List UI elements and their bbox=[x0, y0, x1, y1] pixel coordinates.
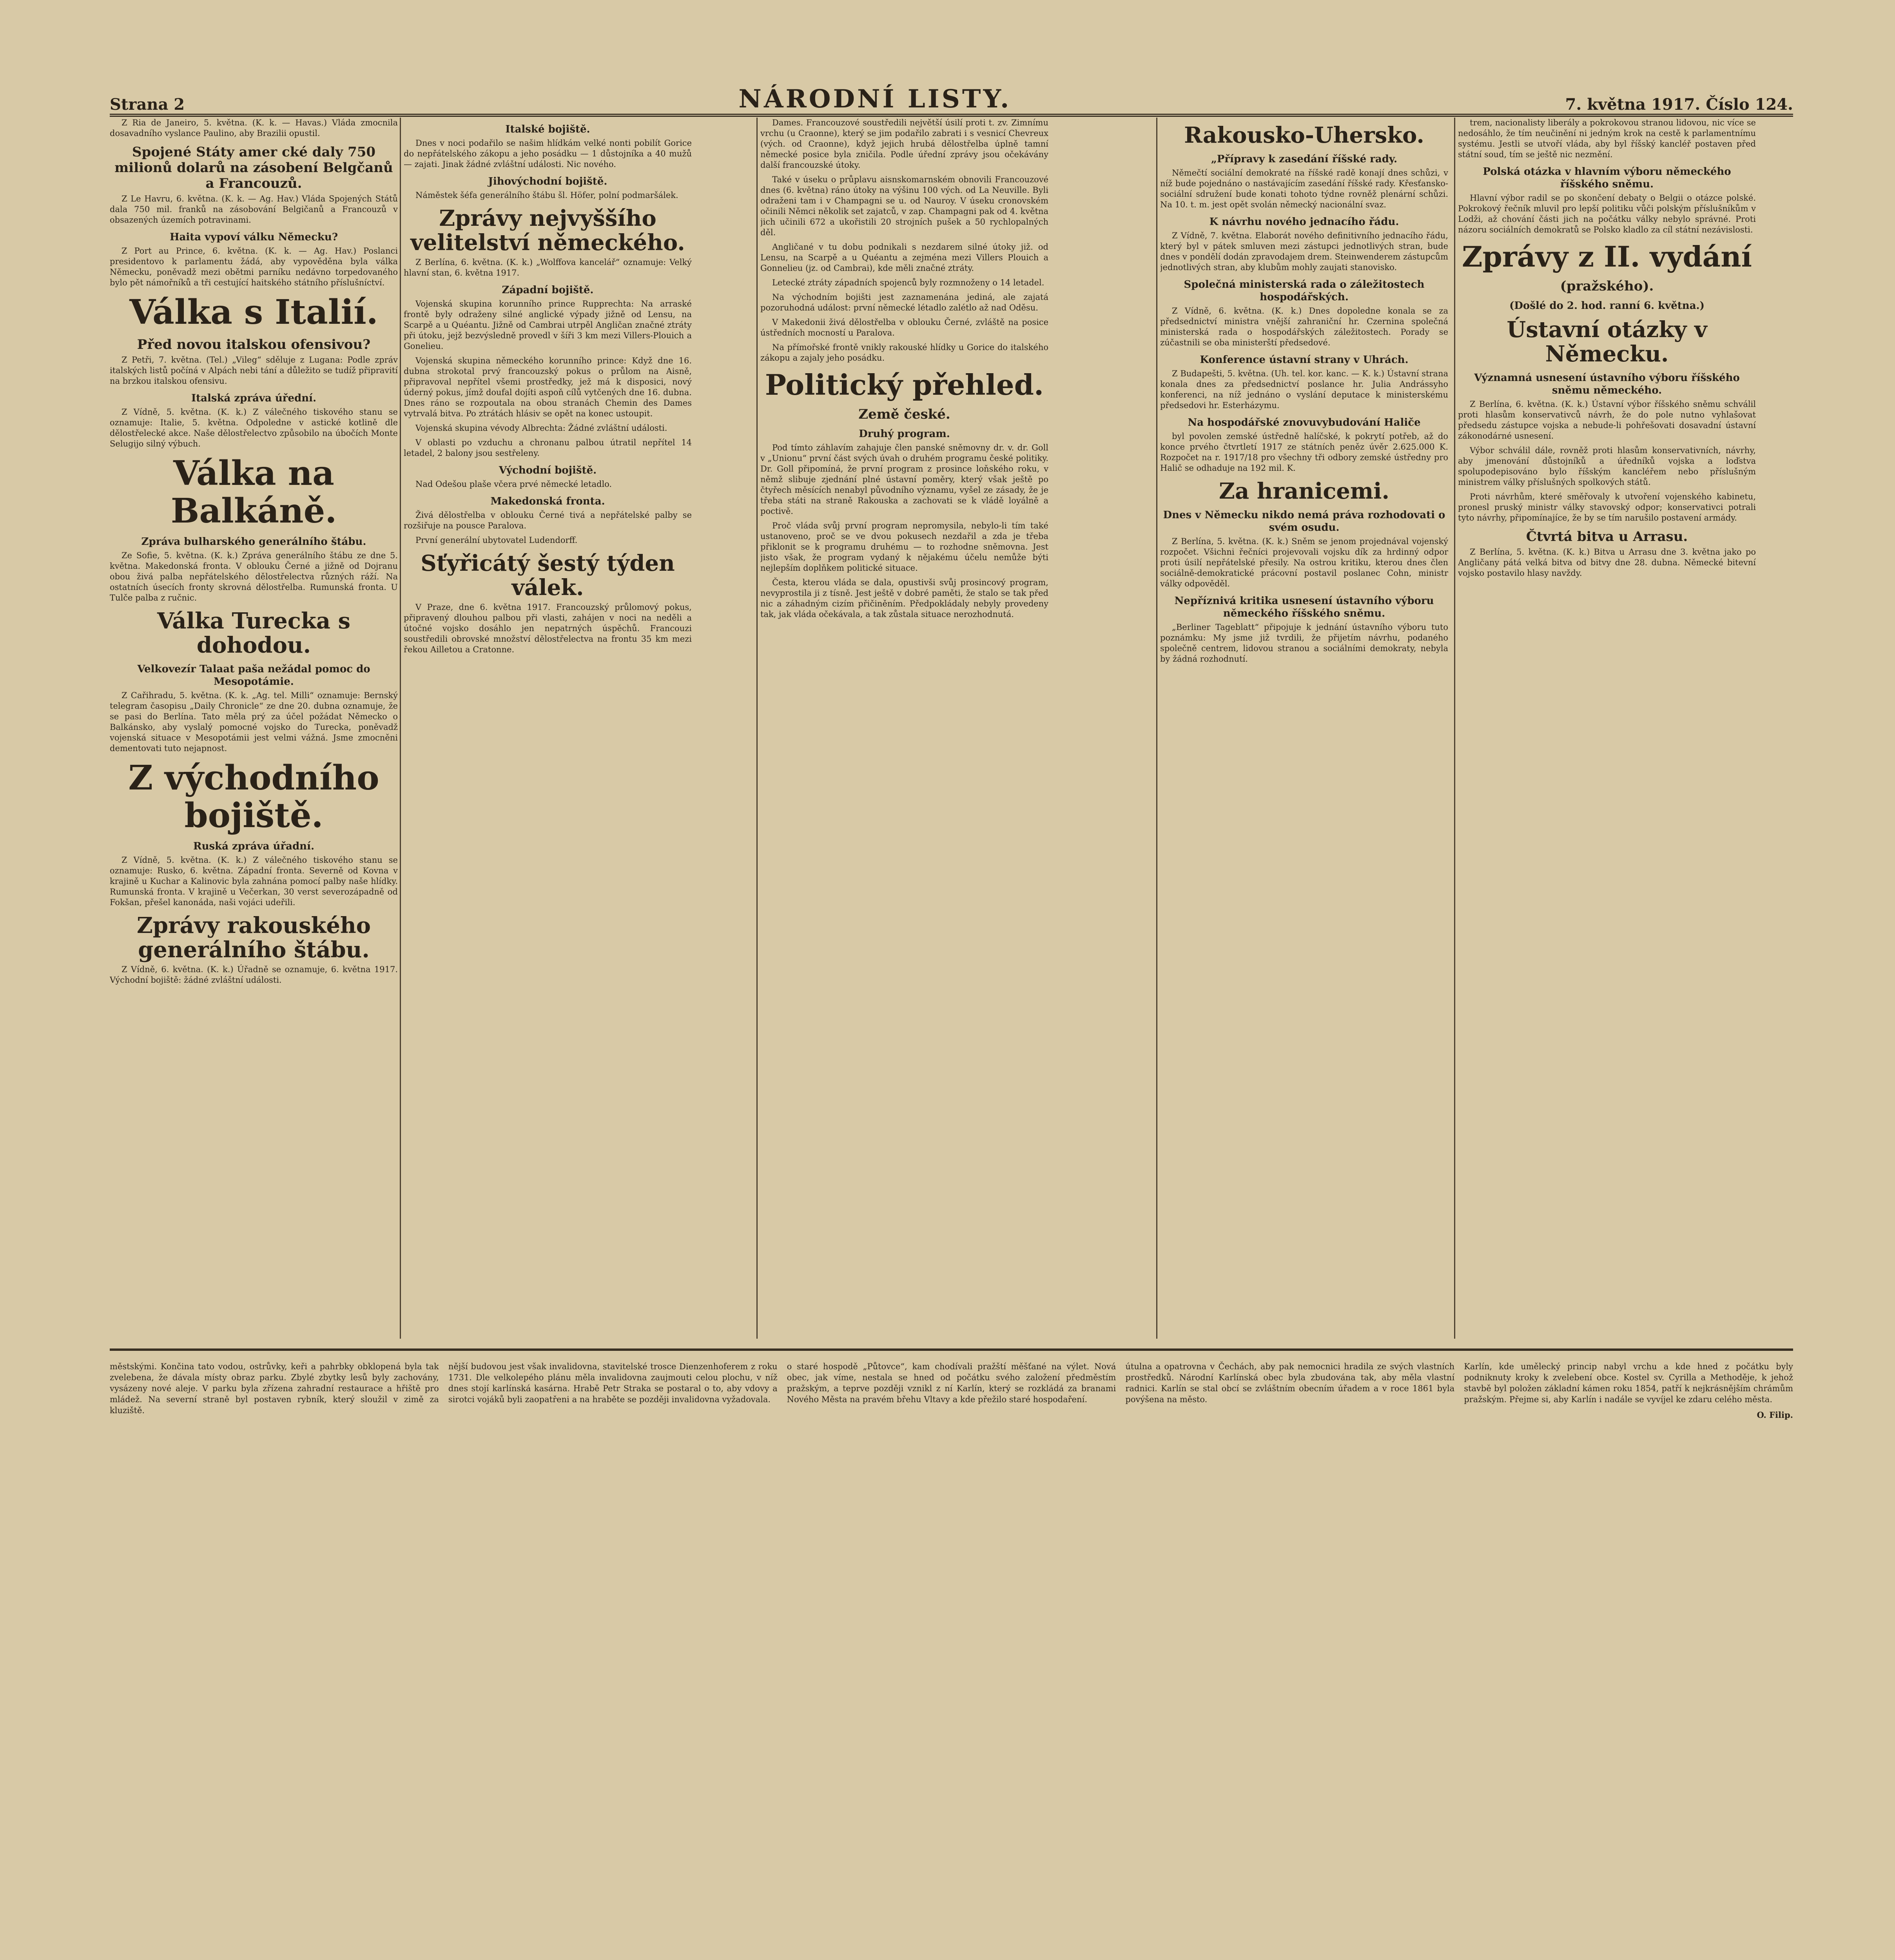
feuilleton bbox=[110, 1348, 1793, 1960]
article-text: Česta, kterou vláda se dala, opustivši svůj prosincový program, nevyprostila ji z tísně. Jest ještě v dobré paměti, že stalo se tak před nic a záhadným cizím přičiněním. Předpokládaly nebyly provedeny tak, jak vláda očekávala, a tak zůstala situace nerozhodnutá. bbox=[760, 578, 1048, 619]
article-text: Z Budapešti, 5. května. (Uh. tel. kor. kanc. — K. k.) Ústavní strana konala dnes za předsednictví poslance hr. Julia Andrássyho konferenci, na níž jednáno o vyslání deputace k ministerskému předsedovi hr. Esterházymu. bbox=[1160, 369, 1448, 410]
article-text: Vojenská skupina vévody Albrechta: Žádné zvláštní události. bbox=[415, 423, 667, 433]
article-text: Angličané v tu dobu podnikali s nezdarem silné útoky již. od Lensu, na Scarpě a u Quéantu a zejména mezi Villers Plouich a Gonnelieu (jz. od Cambrai), kde měli značné ztráty. bbox=[760, 242, 1048, 273]
headline: Haita vypoví válku Německu? bbox=[169, 231, 338, 243]
headline: Sťyřicátý šestý týden válek. bbox=[421, 550, 675, 601]
article-text: Z Vídně, 7. května. Elaborát nového definitivního jednacího řádu, který byl v pátek smluven mezi zástupci jednotlivých stran, bude dnes v pondělí dodán zpravodajem drem. Steinwenderem zástupcům jednotlivých stran, aby klubům mohly zaujati stanovisko. bbox=[1160, 231, 1448, 272]
signature-line: První generální ubytovatel Ludendorff. bbox=[415, 535, 578, 545]
subheadline: Dnes v Německu nikdo nemá práva rozhodovati o svém osudu. bbox=[1163, 509, 1445, 534]
article-text: Vojenská skupina korunního prince Rupprechta: Na arraské frontě byly odraženy silné anglické výpady jižně od Lensu, na Scarpě a u Quéantu. Jižně od Cambrai utrpěl Angličan značné ztráty při útoku, jejž bezvýsledně provedl v šíři 3 km mezi Villers-Plouich a Gonelieu. bbox=[404, 299, 692, 351]
subheadline: Na hospodářské znovuvybudování Haliče bbox=[1188, 417, 1421, 428]
column-3 bbox=[760, 118, 1048, 1339]
headline: Válka Turecka s dohodou. bbox=[157, 608, 351, 658]
feuilleton-column-last bbox=[1464, 1361, 1793, 1960]
article-text: Na východním bojišti jest zaznamenána jediná, ale zajatá pozoruhodná událost: první německé létadlo zalétlo až nad Oděsu. bbox=[760, 292, 1048, 312]
article-text: Z Vídně, 5. května. (K. k.) Z válečného tiskového stanu se oznamuje: Rusko, 6. května. Západní fronta. Severně od Kovna v krajině u Kuchar a Kalinovic byla zahnána pomocí palby naše hlídky. Rumunská fronta. V krajině u Večerkan, 30 verst severozápadně od Fokšan, přešel kanonáda, naši vojáci udeřili. bbox=[110, 855, 398, 907]
feuilleton-text: Karlín, kde umělecký princip nabyl vrchu a kde hned z počátku byly podniknuty kroky k zvelebení obce. Kostel sv. Cyrilla a Methoděje, k jehož stavbě byl položen základní kámen roku 1854, patří k nejkrásnějším chrámům pražským. Přejme si, aby Karlín i nadále se vyvíjel ke zdaru celého města. bbox=[1464, 1362, 1793, 1404]
subheadline: Velkovezír Talaat paša nežádal pomoc do Mesopotámie. bbox=[137, 663, 370, 688]
column-rule bbox=[756, 118, 758, 1339]
issue-date: 7. května 1917. Číslo 124. bbox=[1565, 95, 1793, 114]
headline: Zprávy z II. vydání bbox=[1462, 240, 1752, 273]
subheadline: Jihovýchodní bojiště. bbox=[488, 176, 607, 187]
subheadline: Polská otázka v hlavním výboru německého říšského sněmu. bbox=[1483, 166, 1731, 190]
article-text: Proč vláda svůj první program nepromysila, nebylo-li tím také ustanoveno, proč se ve dvou pokusech nezdařil a zda je třeba přiklonit se k programu druhému — to rozhodne sněmovna. Jest jisto však, že program vydaný k nějakému účelu nemůže býti nejlepším doplňkem politické situace. bbox=[760, 521, 1048, 573]
headline: Zprávy nejvyššího velitelství německého. bbox=[410, 205, 685, 256]
subheadline: Konference ústavní strany v Uhrách. bbox=[1200, 354, 1409, 366]
article-text: Hlavní výbor radil se po skončení debaty o Belgii o otázce polské. Pokrokový řečník mluvil pro lepší politiku vůči polským příslušníkům v Lodži, až chování části jich na počátku války nebylo správné. Proti názoru sociálních demokratů se Polsko kladlo za cíl státní nezávislosti. bbox=[1458, 193, 1756, 234]
subheadline: Italská zpráva úřední. bbox=[191, 392, 317, 404]
article-text: Z Petři, 7. května. (Tel.) „Vileg“ sděluje z Lugana: Podle zpráv italských listů počíná v Alpách nebi tání a důležito se tudíž připravití na brzkou italskou ofensivu. bbox=[110, 355, 398, 386]
article-text: Ze Sofie, 5. května. (K. k.) Zpráva generálního štábu ze dne 5. května. Makedonská fronta. V oblouku Černé a jižně od Dojranu obou živá palba nepřátelského dělostřelectva různých ráží. Na ostatních úsecích fronty skrovná dělostřelba. Rumunská fronta. U Tulče palba z ručnic. bbox=[110, 551, 398, 603]
article-text: Z Ria de Janeiro, 5. května. (K. k. — Havas.) Vláda zmocnila dosavadního vyslance Paulino, aby Brazilii opustil. bbox=[110, 118, 398, 138]
feuilleton-column: nější budovou jest však invalidovna, stavitelské trosce Dienzenhoferem z roku 1731. Dle velkolepého plánu měla invalidovna zaujmouti celou plochu, v níž dnes stojí karlínská kasárna. Hrabě Petr Straka se postaral o to, aby vdovy a sirotci vojáků byli zaopatřeni a na hraběte se později invalidovna vyžadovala. bbox=[448, 1362, 778, 1404]
article-text: Vojenská skupina německého korunního prince: Když dne 16. dubna strokotal prvý francouzský pokus o průlom na Aisně, připravoval nepřítel všemi prostředky, jež má k disposici, nový úderný pokus, jímž doufal dojíti aspoň cílů vytčených dne 16. dubna. Dnes ráno se rozpoutala na obou stranách Chemin des Dames vytrvalá bitva. Po ztrátách hlásiv se opět na konec ustoupit. bbox=[404, 356, 692, 418]
headline: Válka na Balkáně. bbox=[170, 454, 337, 531]
article-text: Na přímořské frontě vnikly rakouské hlídky u Gorice do italského zákopu a zajaly jeho posádku. bbox=[760, 343, 1048, 363]
column-4 bbox=[1160, 118, 1448, 1339]
article-text: Němečtí sociální demokraté na říšské radě konají dnes schůzi, v níž bude pojednáno o nastávajícím zasedání říšské rady. Křesťansko-sociální sdružení bude konati tohoto týdne rovněž plenární schůzi. Na 10. t. m. jest opět svolán německý nacionální svaz. bbox=[1160, 168, 1448, 209]
subheadline: Italské bojiště. bbox=[505, 123, 590, 135]
column-rule bbox=[400, 118, 401, 1339]
subheadline: (pražského). bbox=[1560, 278, 1654, 294]
article-text: Výbor schválil dále, rovněž proti hlasům konservativních, návrhy, aby jmenování důstojníků a úředníků vojska a loďstva spolupodepisováno bylo říšským kancléřem nebo příslušným ministrem války příslušných spolkových států. bbox=[1458, 446, 1756, 487]
article-text: Z Vídně, 5. května. (K. k.) Z válečného tiskového stanu se oznamuje: Italie, 5. května. Odpoledne v astické kotlině dle dělostřelecké akce. Naše dělostřelectvo způsobilo na úbočích Monte Selugijo silný výbuch. bbox=[110, 407, 398, 448]
feuilleton-column: útulna a opatrovna v Čechách, aby pak nemocnici hradila ze svých vlastních prostředků. Národní Karlínská obec byla zbudována tak, aby měla vlastní radnici. Karlín se stal obcí se zvláštním obecním úřadem a v roce 1861 byla povýšena na město. bbox=[1125, 1362, 1455, 1404]
article-text: Z Berlína, 6. května. (K. k.) Ústavní výbor říšského sněmu schválil proti hlasům konservativců návrh, že do pole nutno vyhlašovat předsedu zástupce vojska a nebude-li pohřešovati dosavadní ústavní zákonodárné usnesení. bbox=[1458, 399, 1756, 441]
article-text: byl povolen zemské ústředně halíčské, k pokrytí potřeb, až do konce prvého čtvrtletí 1917 ze státních peněz úvěr 2.625.000 K. Rozpočet na r. 1917/18 pro všechny tři odbory zemské ústředny pro Halič se odhaduje na 192 mil. K. bbox=[1160, 432, 1448, 473]
article-text: „Berliner Tageblatt“ připojuje k jednání ústavního výboru tuto poznámku: My jsme již tvrdili, že přijetím návrhu, podaného společně centrem, lidovou stranou a sociálními demokraty, nebyla by žádná rozhodnutí. bbox=[1160, 622, 1448, 664]
article-text: Letecké ztráty západních spojenců byly rozmnoženy o 14 letadel. bbox=[772, 278, 1045, 287]
page-number: Strana 2 bbox=[110, 95, 185, 114]
subheadline: Zpráva bulharského generálního štábu. bbox=[141, 536, 366, 548]
headline: Politický přehled. bbox=[765, 368, 1044, 401]
article-text: Z Vídně, 6. května. (K. k.) Úřadně se oznamuje, 6. května 1917. Východní bojiště: žádné zvláštní události. bbox=[110, 965, 398, 985]
subheadline: Čtvrtá bitva u Arrasu. bbox=[1526, 529, 1688, 544]
article-text: Náměstek šéfa generálního štábu šl. Höfer, polní podmaršálek. bbox=[415, 191, 678, 200]
article-text: Nad Odešou plaše včera prvé německé letadlo. bbox=[415, 479, 612, 489]
subheadline: Makedonská fronta. bbox=[490, 495, 605, 507]
subheadline: Nepříznivá kritika usnesení ústavního výboru německého říšského sněmu. bbox=[1174, 595, 1434, 619]
article-text: Z Berlína, 5. května. (K. k.) Bitva u Arrasu dne 3. května jako po Angličany pátá velká bitva od bitvy dne 28. dubna. Německé bitevní vojsko postavilo hlasy navždy. bbox=[1458, 547, 1756, 578]
headline: Z východního bojiště. bbox=[128, 758, 379, 835]
article-text: Z Berlína, 6. května. (K. k.) „Wolffova kancelář“ oznamuje: Velký hlavní stan, 6. května 1917. bbox=[404, 258, 692, 278]
author-signature: O. Filip. bbox=[1757, 1410, 1793, 1420]
masthead-title: NÁRODNÍ LISTY. bbox=[738, 84, 1012, 114]
subheadline: Západní bojiště. bbox=[502, 284, 594, 296]
headline: Spojené Státy amer cké daly 750 milionů dolarů na zásobení Belgčanů a Francouzů. bbox=[114, 144, 393, 191]
article-text: V Makedonii živá dělostřelba v oblouku Černé, zvláště na posice ústředních mocností u Paralova. bbox=[760, 318, 1048, 338]
edition-note: (Došlé do 2. hod. ranní 6. května.) bbox=[1509, 300, 1705, 312]
headline: Za hranicemi. bbox=[1219, 478, 1389, 504]
subheadline: Ruská zpráva úřadní. bbox=[193, 840, 315, 852]
subheadline: Významná usnesení ústavního výboru říšského sněmu německého. bbox=[1474, 372, 1740, 396]
column-1 bbox=[110, 118, 398, 1339]
page-header bbox=[110, 67, 1793, 117]
article-text: V Praze, dne 6. května 1917. Francouzský průlomový pokus, připravený dlouhou palbou při vlasti, zahájen v noci na neděli a útočné vojsko dosáhlo jen nepatrných úspěchů. Francouzi soustředili obrovské množství dělostřelectva na frontu 35 km mezi řekou Ailletou a Cratonne. bbox=[404, 603, 692, 654]
subheadline: Společná ministerská rada o záležitostech hospodářských. bbox=[1184, 279, 1425, 303]
column-5 bbox=[1458, 118, 1756, 1339]
headline: Rakousko-Uhersko. bbox=[1184, 122, 1424, 148]
subheadline: „Přípravy k zasedání říšské rady. bbox=[1211, 153, 1398, 165]
article-text: Dnes v noci podařilo se našim hlídkám velké nonti pobilít Gorice do nepřátelského zákopu a jeho posádku — 1 důstojníka a 40 mužů — zajati. Jinak žádné zvláštní události. Nic nového. bbox=[404, 138, 692, 169]
article-text: trem, nacionalisty liberály a pokrokovou stranou lidovou, nic více se nedosáhlo, že tím neučinění ni jedným krok na cestě k parlamentnímu systému. Jestli se utvoří vláda, aby byl říšský kancléř postaven před státní soud, tím se ještě nic nezmění. bbox=[1458, 118, 1756, 159]
article-text: Z Berlína, 5. května. (K. k.) Sněm se jenom projednával vojenský rozpočet. Všichni řečníci projevovali vojsku dík za hrdinný odpor proti úsilí nepřátelské přesily. Na ostrou kritiku, kterou dnes člen sociálně-demokratické prácovní postavil poslanec Cohn, ministr války odpověděl. bbox=[1160, 537, 1448, 588]
headline: Zprávy rakouského generálního štábu. bbox=[136, 913, 371, 963]
feuilleton-column: o staré hospodě „Půtovce“, kam chodívali pražští měšťané na výlet. Nová obec, jak víme, nestala se hned od počátku svého založení předměstím pražským, a teprve později vznikl z ní Karlín, který se rozkládá za branami Nového Města na pravém břehu Vltavy a kde přežilo staré hospodaření. bbox=[787, 1362, 1116, 1404]
subheadline: Východní bojiště. bbox=[499, 465, 597, 476]
headline: Ústavní otázky v Německu. bbox=[1507, 317, 1707, 367]
article-text: Živá dělostřelba v oblouku Černé tivá a nepřátelské palby se rozšiřuje na pousce Paralova. bbox=[404, 510, 692, 530]
article-text: Pod tímto záhlavím zahajuje člen panské sněmovny dr. v. dr. Goll v „Unionu“ první část svých úvah o druhém programu české politiky. Dr. Goll připomíná, že první program z prosince loňského roku, v němž slibuje zjednání plné ústavní poměry, který však ještě po čtyřech měsících nenabyl původního významu, vyšel ze zásady, že je třeba státi na straně Rakouska a zachovati se k vládě loyálně a poctivě. bbox=[760, 443, 1048, 516]
article-text: Také v úseku o průplavu aisnskomarnském obnovili Francouzové dnes (6. května) ráno útoky na výšinu 100 vých. od La Neuville. Byli odraženi tam i v Champagni se u. od Nauroy. V úseku cronovském očinili Němci několik set zajatců, v zap. Champagni pak od 4. května jich učinili 672 a ukořistili 20 strojních pušek a 50 rychlopalných děl. bbox=[760, 175, 1048, 237]
subheadline: Před novou italskou ofensivou? bbox=[137, 337, 371, 352]
article-text: Z Cařihradu, 5. května. (K. k. „Ag. tel. Milli“ oznamuje: Bernský telegram časopisu „Daily Chronicle“ ze dne 20. dubna oznamuje, že se pasi do Berlína. Tato měla prý za účel požádat Německo o Balkánsko, aby vyslalý pomocné vojsko do Turecka, poněvadž vojenská situace v Mesopotámii jest velmi vážná. Jsme zmocněni dementovati tuto nejapnost. bbox=[110, 691, 398, 753]
subheadline: Země české. bbox=[858, 407, 950, 422]
column-rule bbox=[1156, 118, 1157, 1339]
feuilleton-column: městskými. Končina tato vodou, ostrůvky, keři a pahrbky obklopená byla tak zvelebena, že dávala místy obraz parku. Zbylé zbytky lesů byly zachovány, vysázeny nové aleje. V parku byla zřízena zahradní restaurace a hřiště pro mládež. Na severní straně byl postaven rybník, který sloužil v zimě za kluziště. bbox=[110, 1362, 439, 1415]
article-text: Z Port au Prince, 6. května. (K. k. — Ag. Hav.) Poslanci presidentovo k parlamentu žádá, aby vypověděna byla válka Německu, poněvadž mezi obětmi parníku nedávno torpedovaného bylo pět námořníků a tři cestující haitského státního příslušníctví. bbox=[110, 246, 398, 287]
subheadline: Druhý program. bbox=[859, 428, 950, 440]
column-2 bbox=[404, 118, 692, 1339]
article-text: Dames. Francouzové soustředili největší úsilí proti t. zv. Zimnímu vrchu (u Craonne), který se jim podařilo zabrati i s vesnicí Chevreux (vých. od Craonne), když jejich hrubá dělostřelba úplně tamní německé posice byla zničila. Podle úřední zprávy jsou očekávány další francouzské útoky. bbox=[760, 118, 1048, 170]
article-text: Z Le Havru, 6. května. (K. k. — Ag. Hav.) Vláda Spojených Států dala 750 mil. franků na zásobování Belgičanů a Francouzů v obsazených územích potravinami. bbox=[110, 194, 398, 225]
headline: Válka s Italií. bbox=[129, 292, 378, 332]
subheadline: K návrhu nového jednacího řádu. bbox=[1209, 216, 1399, 228]
column-rule bbox=[1454, 118, 1455, 1339]
article-text: V oblasti po vzduchu a chronanu palbou útratil nepřítel 14 letadel, 2 balony jsou sestřeleny. bbox=[404, 438, 692, 458]
article-text: Z Vídně, 6. května. (K. k.) Dnes dopoledne konala se za předsednictví ministra vnější zahraniční hr. Czernina společná ministerská rada o hospodářských záležitostech. Porady se zúčastnili se oba ministerští předsedové. bbox=[1160, 306, 1448, 347]
article-text: Proti návrhům, které směřovaly k utvoření vojenského kabinetu, pronesl pruský ministr války stavovský odpor; konservativci potrali tyto návrhy, připomínajíce, že by se tím narušilo postavení armády. bbox=[1458, 492, 1756, 523]
